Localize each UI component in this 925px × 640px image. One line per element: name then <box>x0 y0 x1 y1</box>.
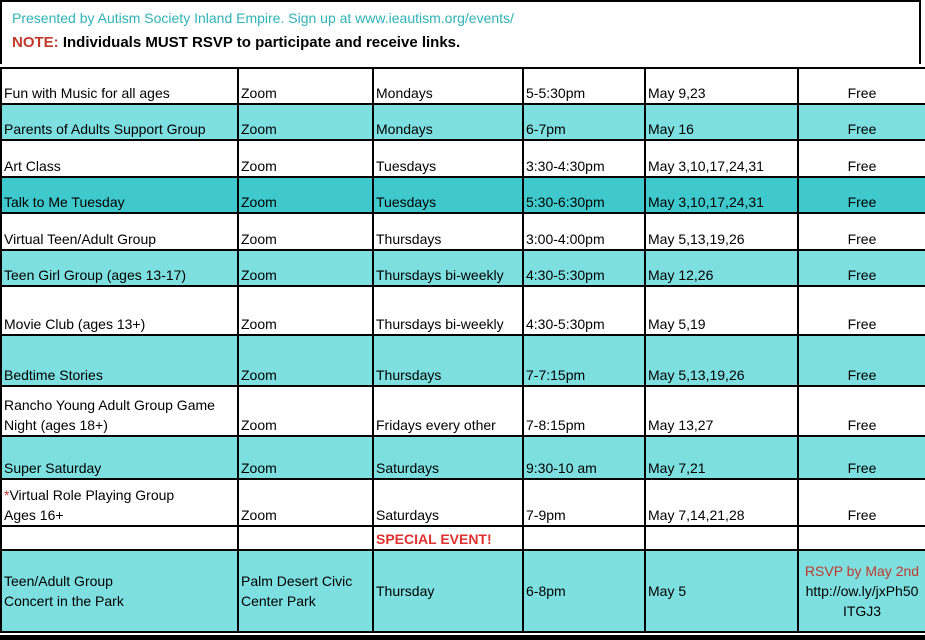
event-day: Thursdays bi-weekly <box>373 286 523 335</box>
event-name-line2: Concert in the Park <box>4 593 124 609</box>
event-location: Zoom <box>238 386 373 436</box>
event-cost: Free <box>798 104 925 140</box>
event-cost: Free <box>798 250 925 286</box>
event-day: Thursdays <box>373 213 523 250</box>
special-event-row <box>1 526 925 550</box>
event-dates: May 9,23 <box>645 68 798 104</box>
event-cost: Free <box>798 436 925 479</box>
event-cost: Free <box>798 213 925 250</box>
event-location <box>238 550 373 632</box>
rsvp-link-line2[interactable]: ITGJ3 <box>842 603 882 619</box>
event-name: Art Class <box>1 140 238 177</box>
event-dates: May 5 <box>645 550 798 632</box>
event-cost: Free <box>798 335 925 386</box>
table-row <box>1 335 925 386</box>
event-location: Zoom <box>238 213 373 250</box>
table-row <box>1 177 925 213</box>
event-day: Saturdays <box>373 479 523 526</box>
event-location: Zoom <box>238 177 373 213</box>
event-name-line1: Teen/Adult Group <box>4 573 113 589</box>
event-cost: Free <box>798 140 925 177</box>
event-time: 6-7pm <box>523 104 645 140</box>
empty-cell <box>645 526 798 550</box>
event-time: 9:30-10 am <box>523 436 645 479</box>
event-name-line1 <box>4 485 235 505</box>
event-name <box>1 386 238 436</box>
event-time: 5:30-6:30pm <box>523 177 645 213</box>
event-location: Zoom <box>238 140 373 177</box>
empty-cell <box>1 526 238 550</box>
event-cost: Free <box>798 68 925 104</box>
event-cost <box>798 550 925 632</box>
event-name: Virtual Teen/Adult Group <box>1 213 238 250</box>
event-day: Thursday <box>373 550 523 632</box>
rsvp-note <box>12 34 460 51</box>
event-day: Tuesdays <box>373 177 523 213</box>
table-row <box>1 286 925 335</box>
event-day: Thursdays <box>373 335 523 386</box>
location-line2: Center Park <box>241 593 316 609</box>
event-time: 7-7:15pm <box>523 335 645 386</box>
event-day: Tuesdays <box>373 140 523 177</box>
event-time: 3:00-4:00pm <box>523 213 645 250</box>
flyer-header <box>0 0 921 64</box>
event-name <box>1 550 238 632</box>
event-name-text: Virtual Role Playing Group <box>9 487 175 503</box>
rsvp-deadline: RSVP by May 2nd <box>804 563 920 579</box>
bottom-border <box>0 635 925 640</box>
table-row <box>1 104 925 140</box>
event-dates: May 7,21 <box>645 436 798 479</box>
event-name <box>1 479 238 526</box>
empty-cell <box>523 526 645 550</box>
event-day: Saturdays <box>373 436 523 479</box>
event-time: 7-8:15pm <box>523 386 645 436</box>
asterisk-mark: * <box>4 487 10 503</box>
event-dates: May 12,26 <box>645 250 798 286</box>
rsvp-link-line1[interactable]: http://ow.ly/jxPh50 <box>805 583 919 599</box>
event-dates: May 13,27 <box>645 386 798 436</box>
event-name: Bedtime Stories <box>1 335 238 386</box>
event-cost: Free <box>798 386 925 436</box>
event-time: 6-8pm <box>523 550 645 632</box>
event-dates: May 5,19 <box>645 286 798 335</box>
event-name: Super Saturday <box>1 436 238 479</box>
table-row <box>1 68 925 104</box>
event-dates: May 7,14,21,28 <box>645 479 798 526</box>
event-name: Movie Club (ages 13+) <box>1 286 238 335</box>
event-dates: May 3,10,17,24,31 <box>645 177 798 213</box>
table-row <box>1 213 925 250</box>
special-event-label: SPECIAL EVENT! <box>373 526 523 550</box>
event-time: 5-5:30pm <box>523 68 645 104</box>
event-name: Parents of Adults Support Group <box>1 104 238 140</box>
event-cost: Free <box>798 286 925 335</box>
event-name: Teen Girl Group (ages 13-17) <box>1 250 238 286</box>
table-row <box>1 140 925 177</box>
table-row <box>1 550 925 632</box>
event-dates: May 3,10,17,24,31 <box>645 140 798 177</box>
event-location: Zoom <box>238 436 373 479</box>
table-row <box>1 436 925 479</box>
event-day: Mondays <box>373 104 523 140</box>
event-location: Zoom <box>238 104 373 140</box>
event-cost: Free <box>798 177 925 213</box>
event-time: 4:30-5:30pm <box>523 250 645 286</box>
event-location: Zoom <box>238 479 373 526</box>
event-location: Zoom <box>238 335 373 386</box>
note-label: NOTE: <box>12 34 59 51</box>
event-location: Zoom <box>238 68 373 104</box>
event-name-line2: Night (ages 18+) <box>4 417 108 433</box>
event-day: Mondays <box>373 68 523 104</box>
location-line1: Palm Desert Civic <box>241 573 353 589</box>
event-location: Zoom <box>238 250 373 286</box>
event-dates: May 16 <box>645 104 798 140</box>
event-time: 7-9pm <box>523 479 645 526</box>
event-time: 4:30-5:30pm <box>523 286 645 335</box>
table-row <box>1 479 925 526</box>
event-cost: Free <box>798 479 925 526</box>
note-text: Individuals MUST RSVP to participate and receive links. <box>58 34 461 51</box>
event-name: Talk to Me Tuesday <box>1 177 238 213</box>
presenter-line: Presented by Autism Society Inland Empire. Sign up at www.ieautism.org/events/ <box>12 10 514 26</box>
event-dates: May 5,13,19,26 <box>645 335 798 386</box>
table-row <box>1 386 925 436</box>
empty-cell <box>798 526 925 550</box>
event-day: Thursdays bi-weekly <box>373 250 523 286</box>
events-table <box>0 67 925 633</box>
event-name: Fun with Music for all ages <box>1 68 238 104</box>
event-time: 3:30-4:30pm <box>523 140 645 177</box>
event-name-line1: Rancho Young Adult Group Game <box>4 397 215 413</box>
event-dates: May 5,13,19,26 <box>645 213 798 250</box>
event-name-line2: Ages 16+ <box>4 507 64 523</box>
empty-cell <box>238 526 373 550</box>
event-location: Zoom <box>238 286 373 335</box>
table-row <box>1 250 925 286</box>
event-day: Fridays every other <box>373 386 523 436</box>
